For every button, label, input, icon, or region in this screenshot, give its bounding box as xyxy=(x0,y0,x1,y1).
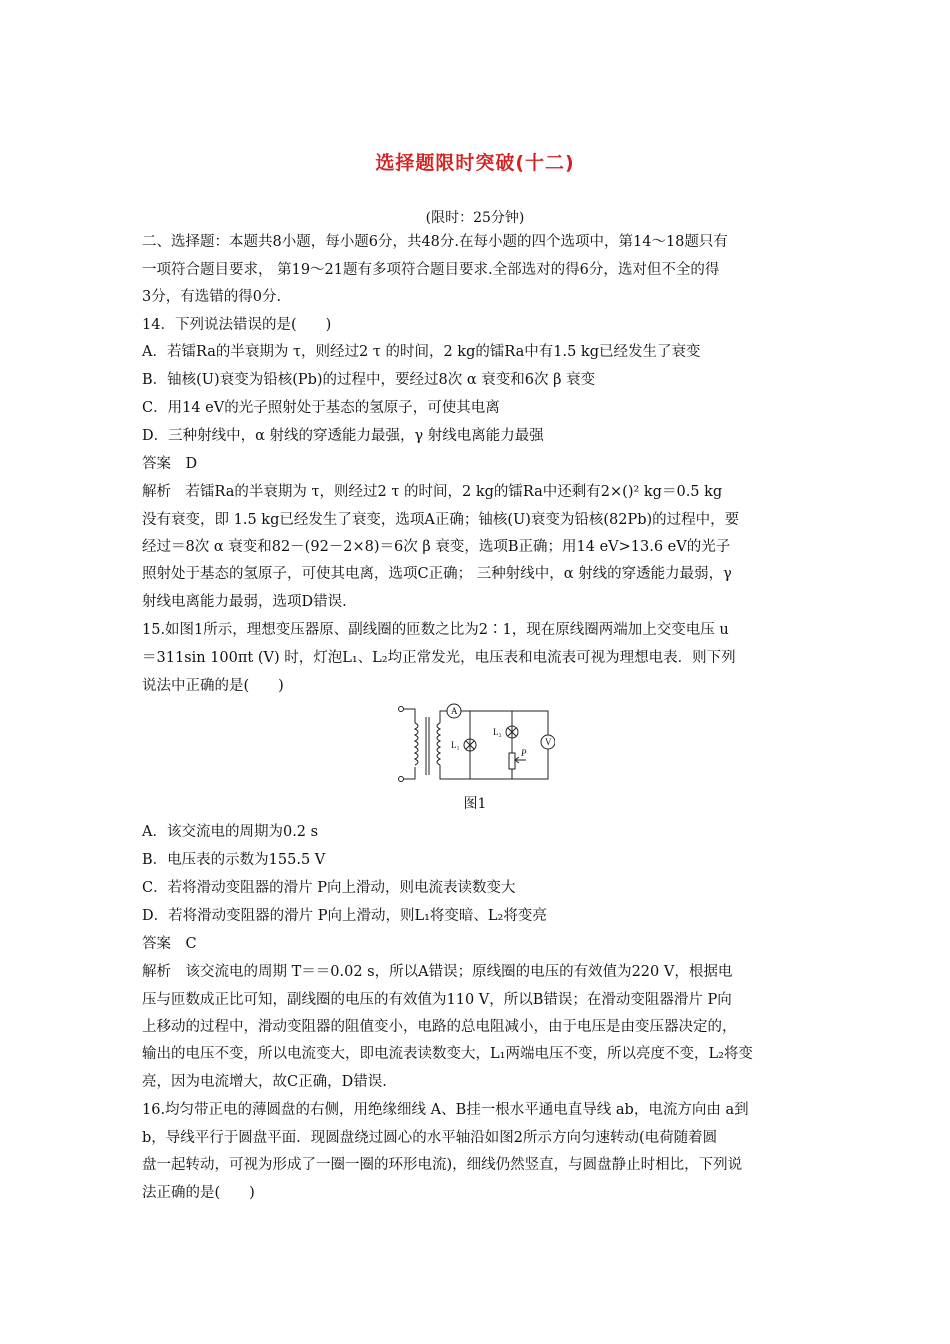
page-title: 选择题限时突破(十二) xyxy=(375,152,575,174)
input-terminal xyxy=(399,707,404,712)
analysis-line: 解析 若镭Ra的半衰期为 τ，则经过2 τ 的时间，2 kg的镭Ra中还剩有2×()² kg＝0.5 kg xyxy=(142,484,723,500)
analysis-line: 输出的电压不变，所以电流变大，即电流表读数变大，L₁两端电压不变，所以亮度不变，L₂将变 xyxy=(142,1046,753,1062)
text-line: 说法中正确的是( ) xyxy=(142,678,284,694)
option-a: A．若镭Ra的半衰期为 τ，则经过2 τ 的时间，2 kg的镭Ra中有1.5 kg已经发生了衰变 xyxy=(142,344,701,360)
rheostat xyxy=(509,753,515,769)
question-15: 15.如图1所示，理想变压器原、副线圈的匝数之比为2∶1，现在原线圈两端加上交变电压 u xyxy=(142,622,729,638)
analysis-line: 射线电离能力最弱，选项D错误. xyxy=(142,594,347,610)
text-line: 法正确的是( ) xyxy=(142,1185,255,1201)
question-14: 14．下列说法错误的是( ) xyxy=(142,317,332,333)
ammeter-label: A xyxy=(451,706,458,716)
option-a: A．该交流电的周期为0.2 s xyxy=(142,824,319,840)
analysis-line: 上移动的过程中，滑动变阻器的阻值变小，电路的总电阻减小，由于电压是由变压器决定的， xyxy=(142,1019,737,1035)
text-line: b，导线平行于圆盘平面．现圆盘绕过圆心的水平轴沿如图2所示方向匀速转动(电荷随着圆 xyxy=(142,1130,718,1146)
answer: 答案 C xyxy=(142,936,197,952)
analysis-line: 经过＝8次 α 衰变和82－(92－2×8)＝6次 β 衰变，选项B正确；用14 eV>13.6 eV的光子 xyxy=(142,539,731,555)
analysis-line: 照射处于基态的氢原子，可使其电离，选项C正确； 三种射线中，α 射线的穿透能力最弱，γ xyxy=(142,566,732,582)
answer: 答案 D xyxy=(142,456,198,472)
analysis-line: 压与匝数成正比可知，副线圈的电压的有效值为110 V，所以B错误；在滑动变阻器滑片 P向 xyxy=(142,992,732,1008)
analysis-line: 解析 该交流电的周期 T＝＝0.02 s，所以A错误；原线圈的电压的有效值为220 V，根据电 xyxy=(142,964,733,980)
analysis-line: 没有衰变，即 1.5 kg已经发生了衰变，选项A正确；铀核(U)衰变为铅核(82Pb)的过程中，要 xyxy=(142,512,740,528)
text-line: 3分，有选错的得0分. xyxy=(142,289,282,305)
option-b: B．铀核(U)衰变为铅核(Pb)的过程中，要经过8次 α 衰变和6次 β 衰变 xyxy=(142,372,596,388)
lamp1-label: L₁ xyxy=(451,740,460,750)
lamp2-label: L₂ xyxy=(493,727,502,737)
input-terminal xyxy=(399,777,404,782)
text-line: 盘一起转动，可视为形成了一圈一圈的环形电流)，细线仍然竖直，与圆盘静止时相比，下列说 xyxy=(142,1157,743,1173)
primary-coil xyxy=(415,723,418,765)
text-line: 二、选择题：本题共8小题，每小题6分，共48分.在每小题的四个选项中，第14～18题只有 xyxy=(142,234,728,250)
option-d: D．三种射线中，α 射线的穿透能力最强，γ 射线电离能力最强 xyxy=(142,428,544,444)
time-limit: (限时：25分钟) xyxy=(425,210,525,226)
text-line: ＝311sin 100πt (V) 时，灯泡L₁、L₂均正常发光，电压表和电流表可视为理想电表．则下列 xyxy=(142,650,736,666)
circuit-diagram xyxy=(395,703,555,788)
figure-caption: 图1 xyxy=(463,796,487,812)
question-16: 16.均匀带正电的薄圆盘的右侧，用绝缘细线 A、B挂一根水平通电直导线 ab，电流方向由 a到 xyxy=(142,1102,749,1118)
analysis-line: 亮，因为电流增大，故C正确，D错误. xyxy=(142,1074,387,1090)
slider-label: P xyxy=(521,748,527,758)
option-c: C．用14 eV的光子照射处于基态的氢原子，可使其电离 xyxy=(142,400,500,416)
voltmeter-label: V xyxy=(545,737,552,747)
option-d: D．若将滑动变阻器的滑片 P向上滑动，则L₁将变暗、L₂将变亮 xyxy=(142,908,547,924)
text-line: 一项符合题目要求， 第19～21题有多项符合题目要求.全部选对的得6分，选对但不全的得 xyxy=(142,262,720,278)
option-b: B．电压表的示数为155.5 V xyxy=(142,852,326,868)
option-c: C．若将滑动变阻器的滑片 P向上滑动，则电流表读数变大 xyxy=(142,880,516,896)
